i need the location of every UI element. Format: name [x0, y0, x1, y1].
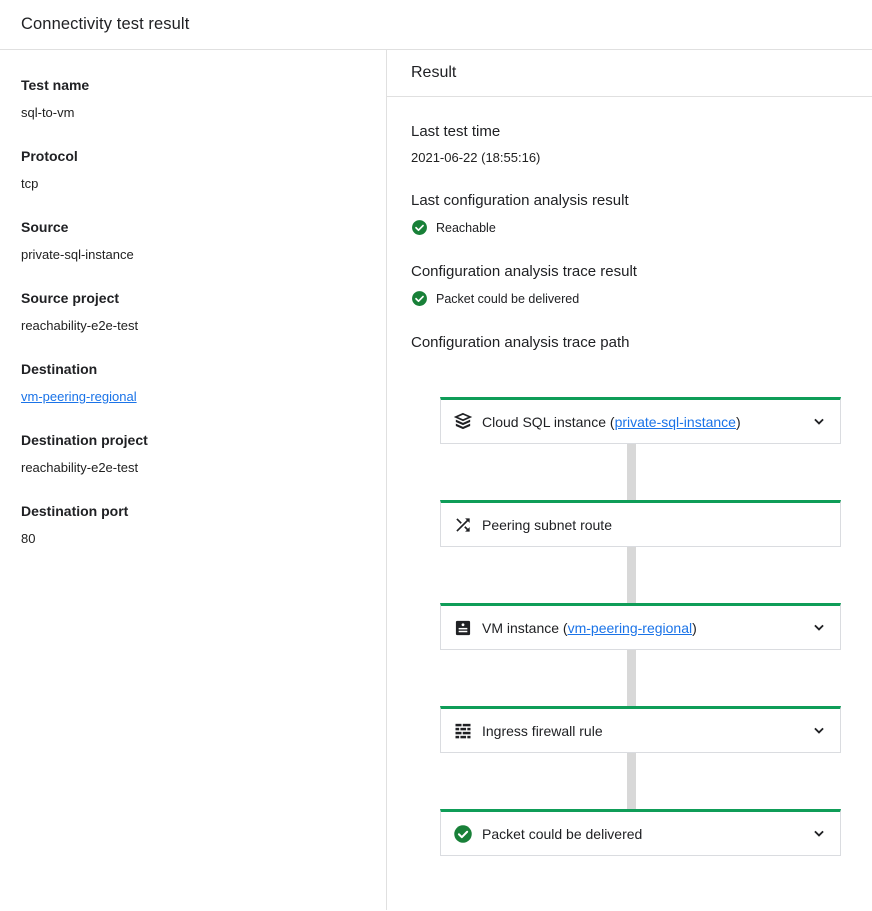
vm-instance-icon [453, 618, 473, 638]
field-label: Source project [21, 290, 120, 306]
field-destination-port [21, 503, 366, 546]
check-circle-icon [411, 290, 428, 307]
trace-result-section [411, 263, 848, 307]
status-text: Reachable [436, 220, 496, 235]
firewall-icon [453, 721, 473, 741]
trace-connector [627, 650, 636, 706]
vm-instance-link[interactable]: vm-peering-regional [567, 619, 693, 636]
result-header [387, 50, 872, 97]
trace-step-label: Ingress firewall rule [482, 722, 603, 739]
field-value: sql-to-vm [21, 105, 75, 120]
trace-step-cloud-sql-instance[interactable] [440, 397, 841, 444]
last-config-result-section [411, 192, 848, 236]
chevron-down-icon[interactable] [810, 722, 828, 740]
trace-step-label: VM instance (vm-peering-regional) [482, 619, 697, 636]
field-label: Destination [21, 361, 98, 377]
result-body [387, 97, 872, 856]
destination-link[interactable]: vm-peering-regional [21, 389, 137, 404]
chevron-down-icon[interactable] [810, 825, 828, 843]
trace-connector [627, 753, 636, 809]
trace-connector [627, 547, 636, 603]
field-test-name [21, 77, 366, 120]
cloud-sql-instance-link[interactable]: private-sql-instance [614, 413, 736, 430]
chevron-down-icon[interactable] [810, 619, 828, 637]
field-protocol [21, 148, 366, 191]
field-destination-project [21, 432, 366, 475]
trace-path [440, 397, 841, 856]
result-panel [386, 50, 872, 910]
field-source-project [21, 290, 366, 333]
field-label: Protocol [21, 148, 78, 164]
last-config-result-label: Last configuration analysis result [411, 192, 629, 209]
field-label: Destination port [21, 503, 129, 519]
last-test-time-value: 2021-06-22 (18:55:16) [411, 150, 541, 165]
trace-step-peering-subnet-route [440, 500, 841, 547]
field-value: tcp [21, 176, 39, 191]
field-value: private-sql-instance [21, 247, 134, 262]
field-label: Source [21, 219, 69, 235]
page-title: Connectivity test result [21, 15, 190, 33]
trace-step-label: Packet could be delivered [482, 825, 643, 842]
trace-step-ingress-firewall-rule[interactable] [440, 706, 841, 753]
check-circle-icon [411, 219, 428, 236]
status-row [411, 219, 848, 236]
field-destination [21, 361, 366, 404]
cloud-sql-icon [453, 412, 473, 432]
status-row [411, 290, 848, 307]
field-value: reachability-e2e-test [21, 460, 139, 475]
page-header [0, 0, 872, 50]
trace-path-section [411, 334, 848, 856]
chevron-down-icon[interactable] [810, 413, 828, 431]
trace-step-label: Cloud SQL instance (private-sql-instance) [482, 413, 741, 430]
field-source [21, 219, 366, 262]
test-details-panel [0, 50, 386, 910]
trace-path-label: Configuration analysis trace path [411, 334, 630, 351]
main-content [0, 50, 872, 910]
trace-step-packet-delivered[interactable] [440, 809, 841, 856]
field-value: 80 [21, 531, 36, 546]
last-test-time-section [411, 123, 848, 165]
field-label: Destination project [21, 432, 148, 448]
last-test-time-label: Last test time [411, 123, 501, 140]
trace-result-label: Configuration analysis trace result [411, 263, 637, 280]
check-circle-icon [453, 824, 473, 844]
field-label: Test name [21, 77, 90, 93]
trace-connector [627, 444, 636, 500]
trace-step-vm-instance[interactable] [440, 603, 841, 650]
result-title: Result [411, 64, 457, 81]
routes-icon [453, 515, 473, 535]
status-text: Packet could be delivered [436, 291, 580, 306]
trace-step-label: Peering subnet route [482, 516, 612, 533]
field-value: reachability-e2e-test [21, 318, 139, 333]
